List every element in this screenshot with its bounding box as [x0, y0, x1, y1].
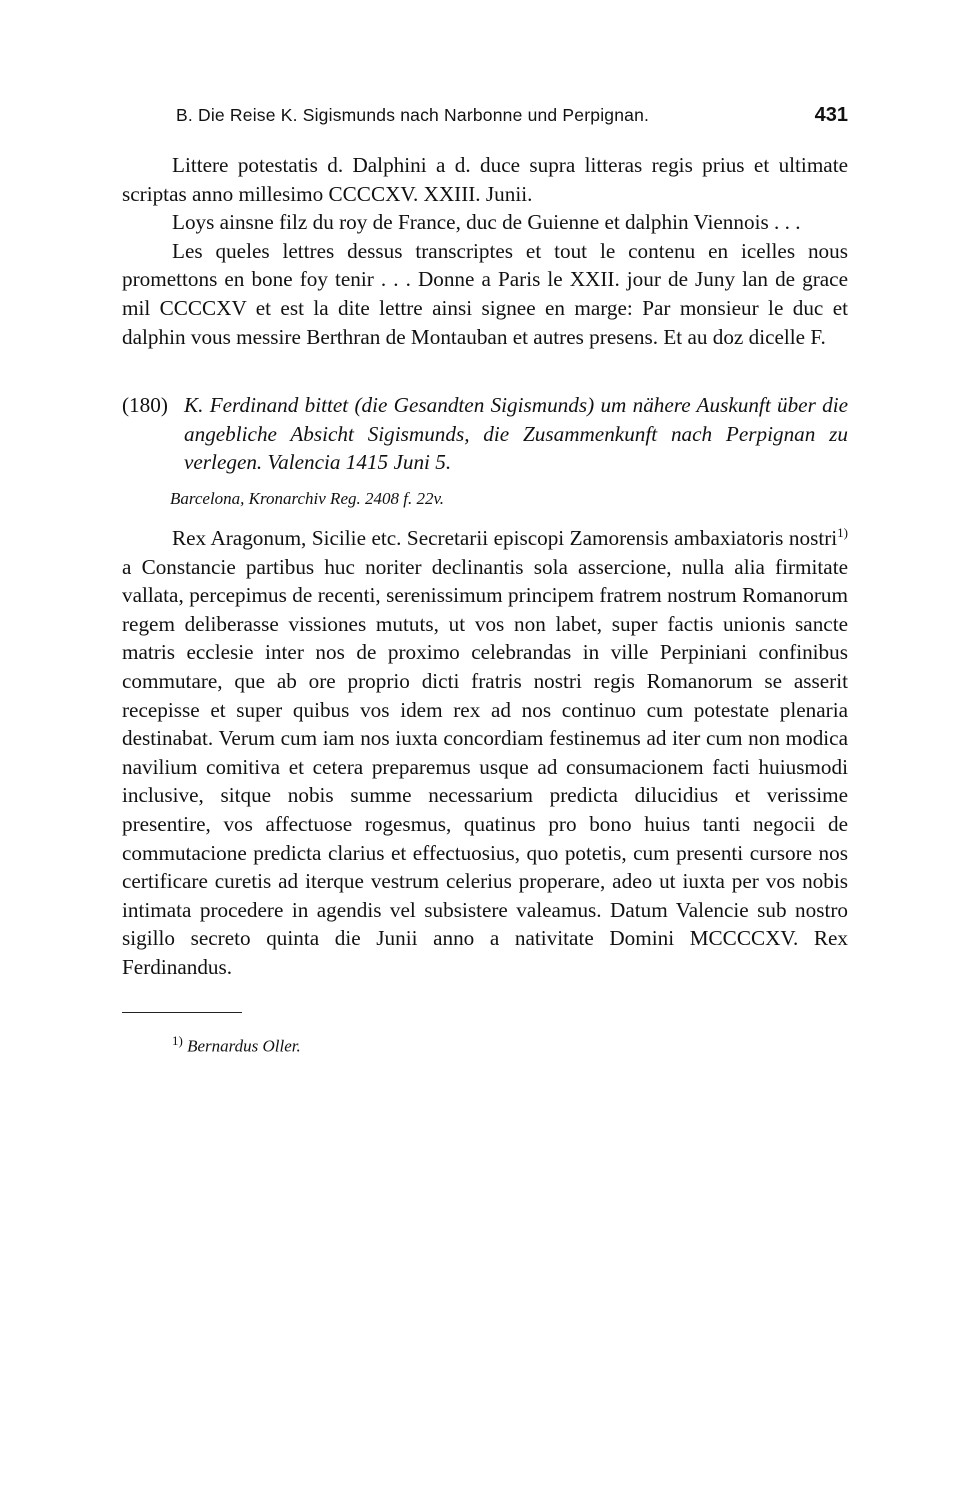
document-regest: K. Ferdinand bittet (die Gesandten Sigismunds) um nähere Auskunft über die angebliche Absicht Sigismunds, die Zusammenkunft nach Perpignan zu verlegen. Valencia 1415 Juni 5. [184, 393, 848, 475]
footnote-reference[interactable]: 1) [837, 524, 848, 540]
document-text-part-2: a Constancie partibus huc noriter declinantis sola assercione, nulla alia firmitate vallata, percepimus de recenti, serenissimum principem fratrem nostrum Romanorum regem deliberasse vissiones mututs, ut vos non labet, super factis unionis sancte matris ecclesie inter nos de proximo celebrandas in ville Perpiniani confinibus commutare, que ab ore proprio dicti fratris nostri regis Romanorum se asserit recepisse et super quibus vos idem rex ad nos continuo cum potestate plenaria destinabat. Verum cum iam nos iuxta concordiam festinemus ad iter cum non modica navilium comitiva et cetera preparemus usque ad consumacionem facti huiusmodi inclusive, sitque nobis summe necessarium predicta dilucidius et verissime presentire, vos affectuose rogesmus, quatinus pro bono huius tanti negocii de commutacione predicta clarius et effectuosius, quo potetis, cum presenti cursore nos certificare curetis ad iterque vestrum celerius properare, adeo ut iuxta per vos nobis intimata procedere in agendis vel subsistere valeamus. Datum Valencie sub nostro sigillo secreto quinta die Junii anno a nativitate Domini MCCCCXV. Rex Ferdinandus. [122, 554, 848, 979]
running-head [122, 104, 848, 127]
document-heading [122, 391, 848, 477]
paragraph-queles: Les queles lettres dessus transcriptes et tout le contenu en icelles nous promettons en bone foy tenir . . . Donne a Paris le XXII. jour de Juny lan de grace mil CCCCXV et est la dite lettre ainsi signee en marge: Par monsieur le duc et dalphin vous messire Berthran de Montauban et autres presens. Et au doz dicelle F. [122, 238, 848, 349]
source-reference: Barcelona, Kronarchiv Reg. 2408 f. 22v. [170, 488, 444, 508]
footnote-text: Bernardus Oller. [182, 1036, 301, 1056]
paragraph-littere: Littere potestatis d. Dalphini a d. duce supra litteras regis prius et ultimate scriptas anno millesimo CCCCXV. XXIII. Junii. [122, 153, 848, 206]
footnote [122, 1033, 848, 1057]
page-number: 431 [814, 104, 848, 126]
footnote-marker: 1) [172, 1032, 183, 1048]
running-title: B. Die Reise K. Sigismunds nach Narbonne und Perpignan. [176, 105, 650, 125]
document-text [122, 519, 848, 982]
document-number: (180) [122, 393, 168, 418]
page [122, 104, 848, 1056]
paragraph-loys: Loys ainsne filz du roy de France, duc de Guienne et dalphin Viennois . . . [172, 210, 801, 235]
document-text-part-1: Rex Aragonum, Sicilie etc. Secretarii episcopi Zamorensis ambaxiatoris nostri [172, 526, 838, 550]
footnote-divider [122, 1012, 242, 1013]
